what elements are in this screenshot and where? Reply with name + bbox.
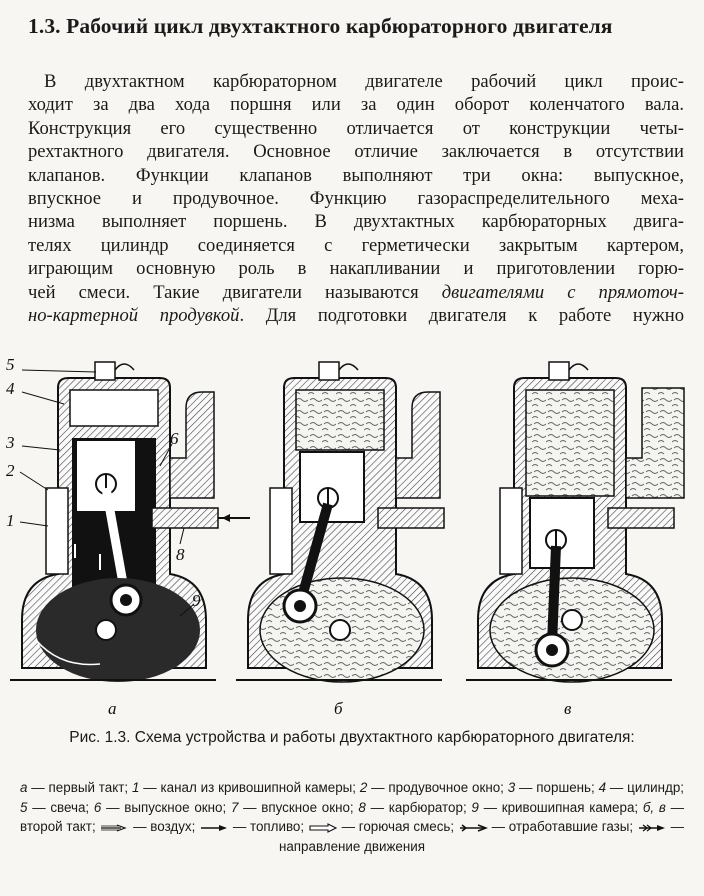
part-label-3: 3 <box>6 433 15 452</box>
legend-text: — направление движения <box>278 819 684 854</box>
panel-b-engine <box>236 362 444 682</box>
figure-legend <box>20 778 684 856</box>
legend-key: 4 <box>598 780 607 795</box>
section-title: 1.3. Рабочий цикл двухтактного карбюраторного двигателя <box>28 14 613 38</box>
legend-text: — топливо; <box>229 819 308 835</box>
paragraph-line: Конструкция его существенно отличается от конструкции четы- <box>28 117 684 139</box>
legend-text: — цилиндр; <box>606 780 684 795</box>
legend-key: 7 <box>230 799 239 815</box>
paragraph-line: клапанов. Функции клапанов выполняют три окна: выпускное, <box>28 164 684 186</box>
figure-caption: Рис. 1.3. Схема устройства и работы двухтактного карбюраторного двигателя: <box>69 729 635 746</box>
panel-letter-a: а <box>108 699 117 718</box>
body-paragraph <box>28 70 684 327</box>
engine-diagram <box>0 348 704 718</box>
legend-text: — карбюратор; <box>365 799 472 815</box>
paragraph-line: рехтактного двигателя. Основное отличие заключается в отсутствии <box>28 141 684 163</box>
part-label-7: 7 <box>146 545 155 564</box>
air-arrow-symbol <box>99 823 129 833</box>
part-label-1: 1 <box>6 511 15 530</box>
legend-key: 2 <box>359 780 368 795</box>
exhaust-arrow-symbol <box>458 823 488 833</box>
legend-text: — выпускное окно; <box>101 799 231 815</box>
paragraph-emphasis: двигателями с прямоточ- <box>441 281 684 303</box>
panel-c-engine <box>466 362 684 682</box>
legend-text: — канал из кривошипной камеры; <box>139 780 360 795</box>
legend-text: — свеча; <box>27 799 94 815</box>
part-label-8: 8 <box>176 545 185 564</box>
paragraph-line: впускное и продувочное. Функцию газораспределительного меха- <box>28 188 684 210</box>
engine-figure <box>0 348 704 718</box>
paragraph-line: В двухтактном карбюраторном двигателе рабочий цикл проис- <box>44 71 684 92</box>
paragraph-text: . Для подготовки двигателя к работе нужно <box>239 305 685 327</box>
part-label-6: 6 <box>170 429 179 448</box>
legend-text: — поршень; <box>515 780 599 795</box>
legend-key: 9 <box>471 799 479 815</box>
legend-key: б, в <box>642 799 666 815</box>
paragraph-line: играющим основную роль в накапливании и приготовлении горю- <box>28 258 684 280</box>
legend-text: — продувочное окно; <box>367 780 508 795</box>
paragraph-emphasis: но-картерной продувкой <box>28 305 240 327</box>
legend-key: а <box>20 780 28 795</box>
part-label-9: 9 <box>192 591 201 610</box>
legend-text: — первый такт; <box>27 780 132 795</box>
paragraph-line-with-emphasis <box>28 281 684 304</box>
paragraph-line-last <box>28 304 684 327</box>
paragraph-line: ходит за два хода поршня или за один оборот коленчатого вала. <box>28 94 684 116</box>
panel-a-engine <box>10 362 250 682</box>
direction-arrow-symbol <box>637 823 667 833</box>
part-label-4: 4 <box>6 379 15 398</box>
legend-text: — кривошипная камера; <box>478 799 643 815</box>
legend-key: 1 <box>131 780 140 795</box>
part-label-5: 5 <box>6 355 15 374</box>
legend-text: — горючая смесь; <box>337 819 458 835</box>
fuel-arrow-symbol <box>199 823 229 833</box>
legend-key: 6 <box>93 799 102 815</box>
legend-key: 5 <box>20 799 28 815</box>
mixture-arrow-symbol <box>308 823 338 833</box>
panel-letter-b: б <box>334 699 343 718</box>
legend-text: — второй такт; <box>20 799 684 835</box>
legend-text: — впускное окно; <box>238 799 359 815</box>
legend-key: 8 <box>358 799 366 815</box>
legend-text: — отработавшие газы; <box>487 819 637 835</box>
panel-letter-c: в <box>564 699 572 718</box>
paragraph-line: телях цилиндр соединяется с герметически закрытым картером, <box>28 234 684 256</box>
legend-key: 3 <box>507 780 516 795</box>
paragraph-text: чей смеси. Такие двигатели называются <box>28 281 442 303</box>
part-label-2: 2 <box>6 461 15 480</box>
paragraph-line: низма выполняет поршень. В двухтактных карбюраторных двига- <box>28 211 684 233</box>
legend-text: — воздух; <box>129 819 200 835</box>
